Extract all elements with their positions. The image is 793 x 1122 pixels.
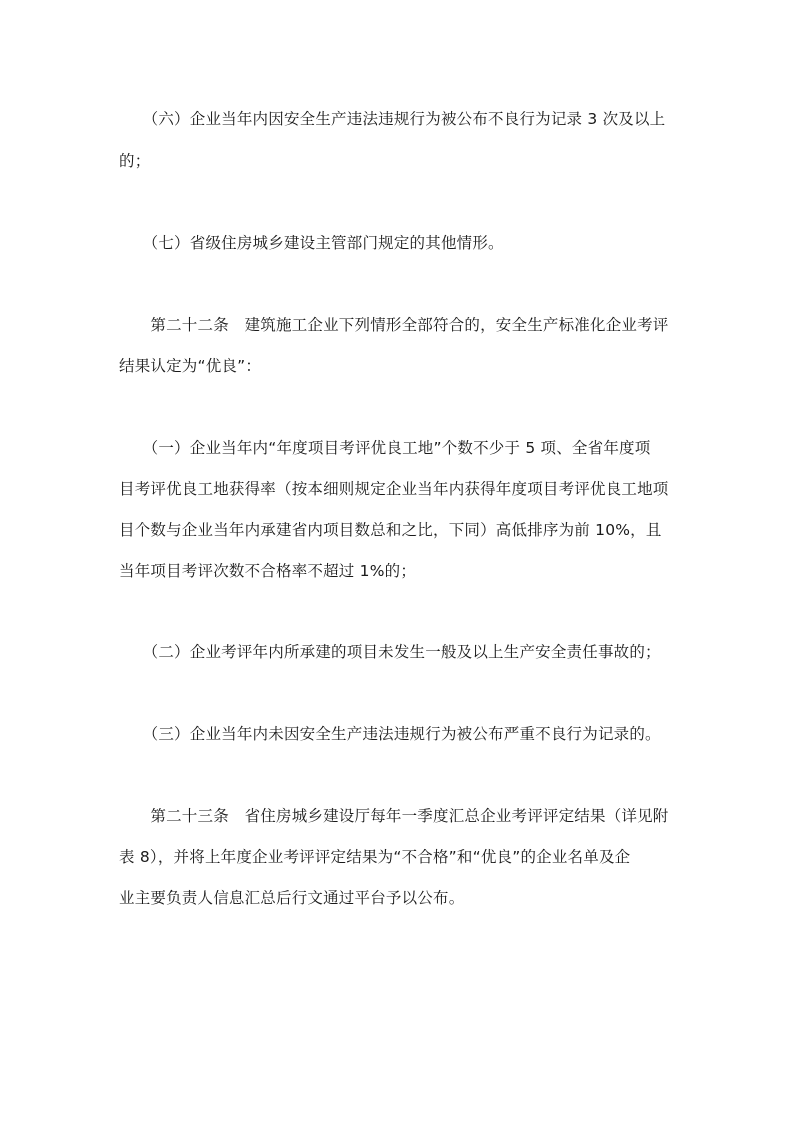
article-23-line-1: 第二十三条 省住房城乡建设厅每年一季度汇总企业考评评定结果（详见附 [119,807,669,825]
item-2-line-1: （二）企业考评年内所承建的项目未发生一般及以上生产安全责任事故的； [119,643,661,661]
article-23-line-2: 表 8），并将上年度企业考评评定结果为“不合格”和“优良”的企业名单及企 [119,848,631,866]
item-1-line-4: 当年项目考评次数不合格率不超过 1%的； [119,562,417,580]
item-3-line-1: （三）企业当年内未因安全生产违法违规行为被公布严重不良行为记录的。 [119,725,661,743]
item-1-line-1: （一）企业当年内“年度项目考评优良工地”个数不少于 5 项、全省年度项 [119,439,651,457]
article-22-line-2: 结果认定为“优良”： [119,357,262,375]
paragraph-6-line-2: 的； [119,152,151,170]
article-23-line-3: 业主要负责人信息汇总后行文通过平台予以公布。 [119,889,465,907]
item-1-line-3: 目个数与企业当年内承建省内项目数总和之比，下同）高低排序为前 10%，且 [119,521,662,539]
article-22-line-1: 第二十二条 建筑施工企业下列情形全部符合的，安全生产标准化企业考评 [119,316,669,334]
item-1-line-2: 目考评优良工地获得率（按本细则规定企业当年内获得年度项目考评优良工地项 [119,480,669,498]
paragraph-6-line-1: （六）企业当年内因安全生产违法违规行为被公布不良行为记录 3 次及以上 [119,110,666,128]
paragraph-7-line-1: （七）省级住房城乡建设主管部门规定的其他情形。 [119,234,504,252]
